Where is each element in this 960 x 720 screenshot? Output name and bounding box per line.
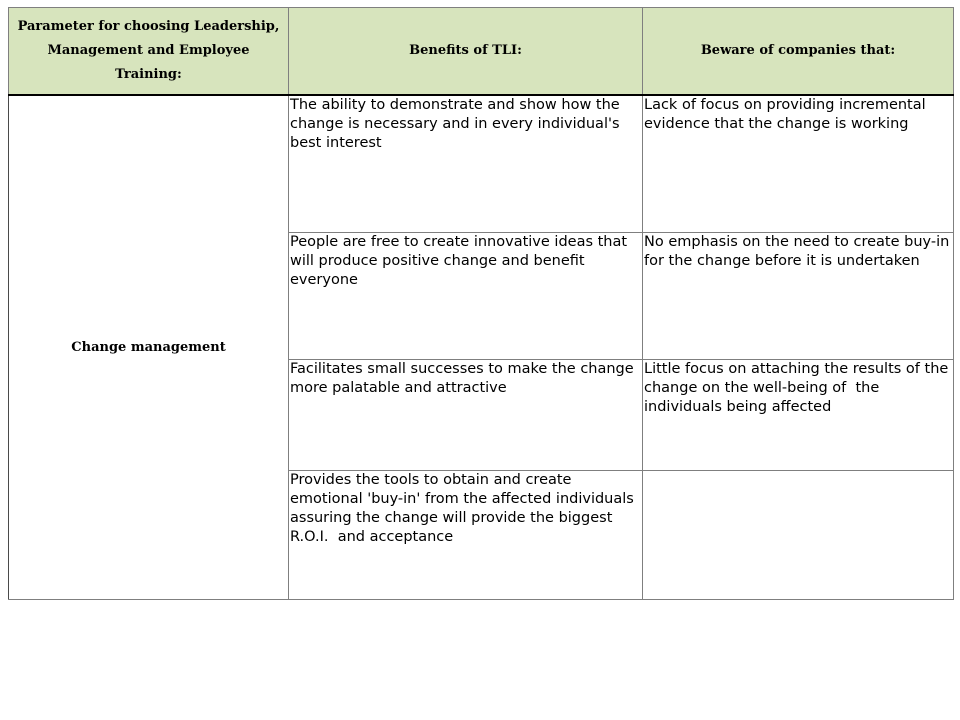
benefit-text: Facilitates small successes to make the change more palatable and attractive [290, 361, 639, 396]
beware-text: Little focus on attaching the results of the change on the well-being of the individuals being affected [644, 361, 953, 415]
header-beware: Beware of companies that: [643, 8, 954, 96]
benefit-text: Provides the tools to obtain and create emotional 'buy-in' from the affected individuals assuring the change will provide the biggest R.O.I. and acceptance [290, 472, 639, 545]
table-row [9, 95, 954, 233]
beware-text: Lack of focus on providing incremental evidence that the change is working [644, 97, 931, 132]
table-header [9, 8, 954, 96]
table-body [9, 95, 954, 600]
beware-cell [643, 360, 954, 471]
header-row [9, 8, 954, 96]
benefit-cell [289, 95, 643, 233]
tli-comparison-table [8, 7, 954, 600]
header-parameter: Parameter for choosing Leadership, Management and Employee Training: [9, 8, 289, 96]
beware-cell [643, 95, 954, 233]
benefit-cell [289, 233, 643, 360]
benefit-text: People are free to create innovative ideas that will produce positive change and benefit everyone [290, 234, 632, 288]
beware-cell [643, 471, 954, 600]
benefit-cell [289, 360, 643, 471]
benefit-text: The ability to demonstrate and show how the change is necessary and in every individual's best interest [290, 97, 625, 151]
parameter-cell: Change management [9, 95, 289, 600]
benefit-cell [289, 471, 643, 600]
beware-text: No emphasis on the need to create buy-in for the change before it is undertaken [644, 234, 954, 269]
header-benefits: Benefits of TLI: [289, 8, 643, 96]
beware-cell [643, 233, 954, 360]
